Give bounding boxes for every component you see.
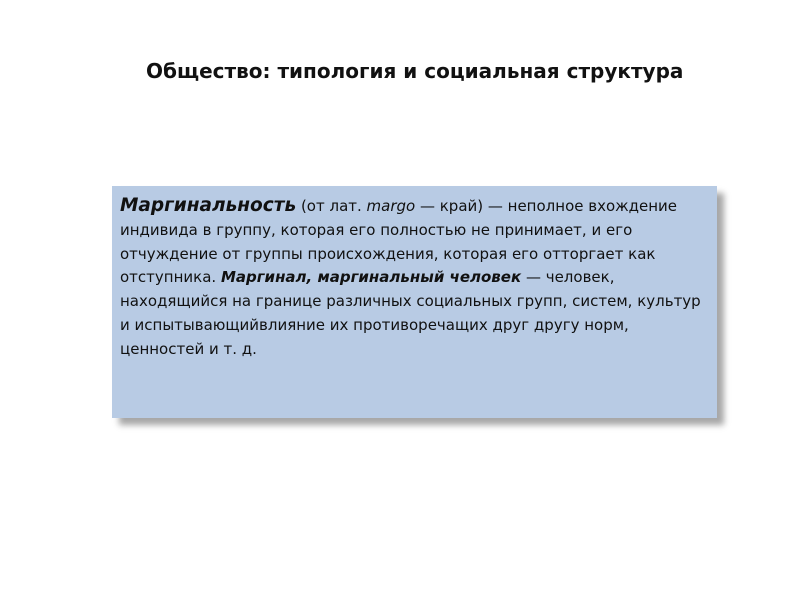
term-marginal-person: Маргинал, маргинальный человек (220, 268, 522, 287)
definition2-body: находящийся на границе различных социальных групп, систем, культур и испытывающийвлияние их противоречащих друг другу норм, ценностей и т. д. (120, 292, 701, 358)
latin-word: margo (366, 197, 416, 215)
slide-title: Общество: типология и социальная структура (146, 59, 684, 83)
etymology-prefix: (от лат. (296, 197, 367, 215)
definition-card (112, 186, 717, 418)
definition-body: — край) — неполное вхождение индивида в группу, которая его полностью не принимает, и его отчуждение от группы происхождения, которая его отторгает как отступника. (120, 197, 678, 287)
definition2-line: — человек, (521, 268, 615, 287)
definition-text (120, 194, 715, 362)
term-marginality: Маргинальность (120, 195, 297, 216)
